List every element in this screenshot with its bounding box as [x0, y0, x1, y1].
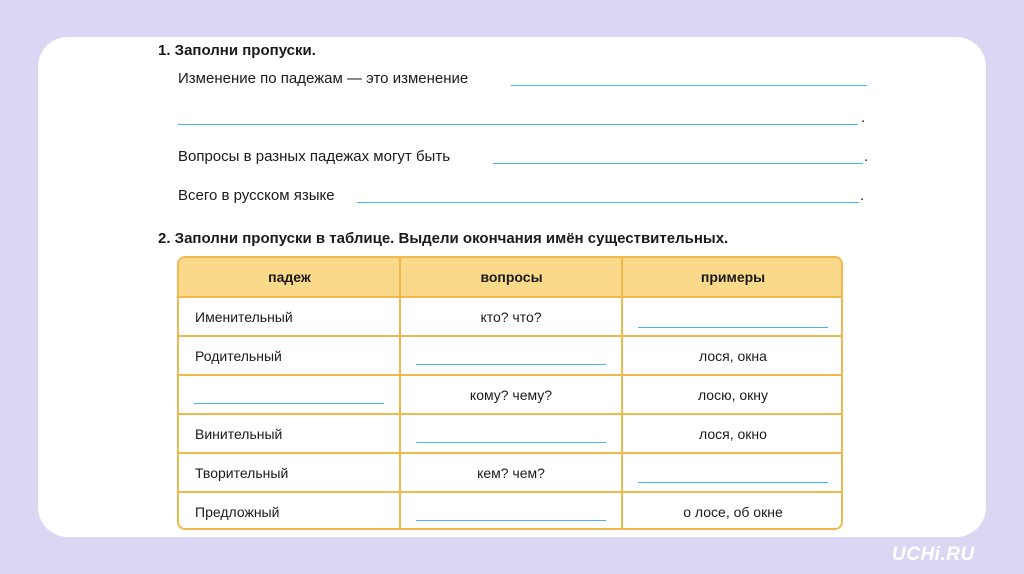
- task1-blank2[interactable]: [178, 124, 858, 125]
- row2-questions-blank[interactable]: [416, 364, 606, 365]
- row1-examples-blank[interactable]: [638, 327, 828, 328]
- task1-line4-period: .: [860, 187, 865, 204]
- cases-table: [177, 256, 843, 530]
- task1-blank4[interactable]: [357, 202, 859, 203]
- row2-case: Родительный: [195, 348, 282, 364]
- uchi-ru-logo: UCHi.RU: [892, 544, 975, 565]
- task2-title: 2. Заполни пропуски в таблице. Выдели окончания имён существительных.: [158, 230, 729, 247]
- row1-case: Именительный: [195, 309, 293, 325]
- task1-line4-text: Всего в русском языке: [178, 187, 335, 204]
- task1-title: 1. Заполни пропуски.: [158, 42, 316, 59]
- row5-questions: кем? чем?: [477, 465, 545, 481]
- task1-blank1[interactable]: [511, 85, 867, 86]
- task1-line1-text: Изменение по падежам — это изменение: [178, 70, 469, 87]
- task1-line2-period: .: [861, 109, 866, 126]
- header-examples: примеры: [700, 269, 766, 285]
- task1-line3-text: Вопросы в разных падежах могут быть: [178, 148, 451, 165]
- row4-examples: лося, окно: [699, 426, 767, 442]
- row6-examples: о лосе, об окне: [683, 504, 783, 520]
- header-questions: вопросы: [480, 269, 543, 285]
- row6-case: Предложный: [195, 504, 280, 520]
- row3-examples: лосю, окну: [697, 387, 769, 403]
- row4-case: Винительный: [195, 426, 283, 442]
- row5-case: Творительный: [195, 465, 289, 481]
- row6-questions-blank[interactable]: [416, 520, 606, 521]
- task1-blank3[interactable]: [493, 163, 863, 164]
- row3-questions: кому? чему?: [469, 387, 553, 403]
- row3-case-blank[interactable]: [194, 403, 384, 404]
- task1-line3-period: .: [864, 148, 869, 165]
- header-case: падеж: [268, 269, 311, 285]
- table-header: [179, 258, 841, 297]
- row2-examples: лося, окна: [699, 348, 767, 364]
- row5-examples-blank[interactable]: [638, 482, 828, 483]
- row1-questions: кто? что?: [480, 309, 542, 325]
- row4-questions-blank[interactable]: [416, 442, 606, 443]
